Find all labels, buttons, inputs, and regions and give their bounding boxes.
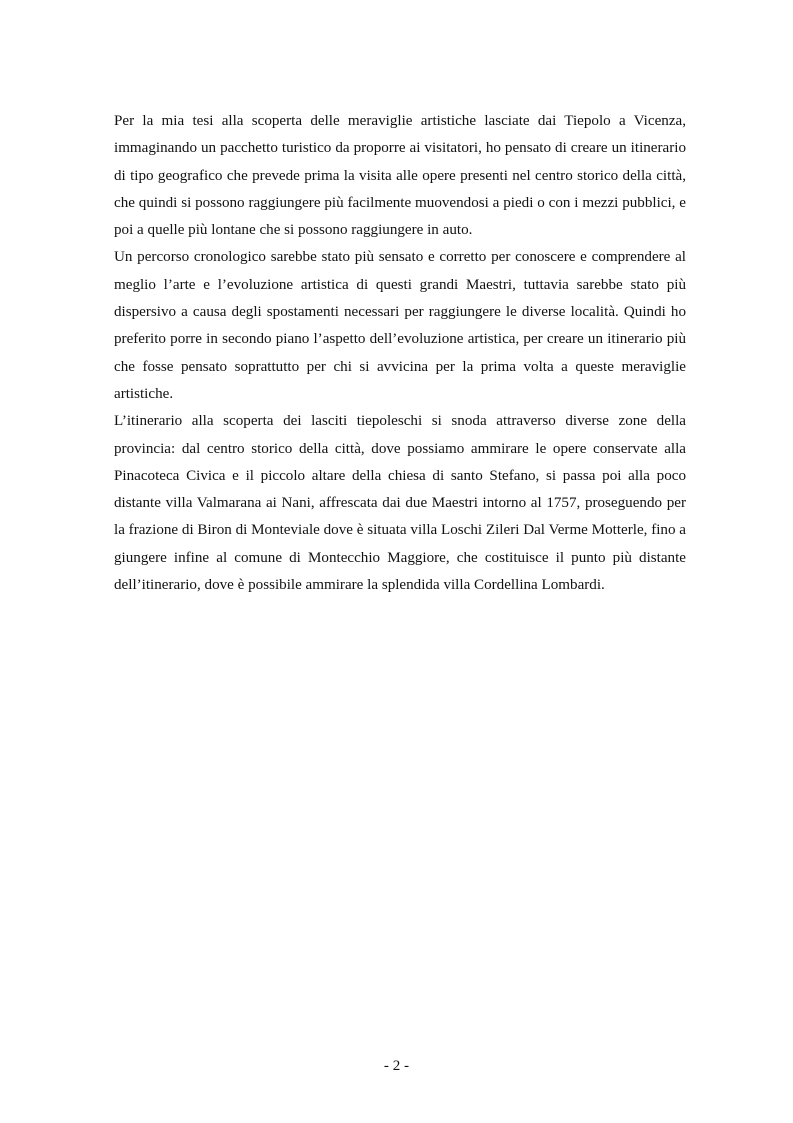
paragraph-chronological-route: Un percorso cronologico sarebbe stato più sensato e corretto per conoscere e comprendere al meglio l’arte e l’evoluzione artistica di questi grandi Maestri, tuttavia sarebbe stato più dispersivo a causa degli spostamenti necessari per raggiungere le diverse località. Quindi ho preferito porre in secondo piano l’aspetto dell’evoluzione artistica, per creare un itinerario più che fosse pensato soprattutto per chi si avvicina per la prima volta a queste meraviglie artistiche. (114, 249, 686, 402)
page-number: - 2 - (383, 1058, 410, 1074)
body-text (114, 108, 686, 599)
paragraph-itinerary-stops: L’itinerario alla scoperta dei lasciti tiepoleschi si snoda attraverso diverse zone della provincia: dal centro storico della città, dove possiamo ammirare le opere conservate alla Pinacoteca Civica e il piccolo altare della chiesa di santo Stefano, si passa poi alla poco distante villa Valmarana ai Nani, affrescata dai due Maestri intorno al 1757, proseguendo per la frazione di Biron di Monteviale dove è situata villa Loschi Zileri Dal Verme Motterle, fino a giungere infine al comune di Montecchio Maggiore, che costituisce il punto più distante dell’itinerario, dove è possibile ammirare la splendida villa Cordellina Lombardi. (114, 413, 686, 594)
paragraph-itinerary-intro: Per la mia tesi alla scoperta delle meraviglie artistiche lasciate dai Tiepolo a Vicenza, immaginando un pacchetto turistico da proporre ai visitatori, ho pensato di creare un itinerario di tipo geografico che prevede prima la visita alle opere presenti nel centro storico della città, che quindi si possono raggiungere più facilmente muovendosi a piedi o con i mezzi pubblici, e poi a quelle più lontane che si possono raggiungere in auto. (114, 113, 686, 239)
